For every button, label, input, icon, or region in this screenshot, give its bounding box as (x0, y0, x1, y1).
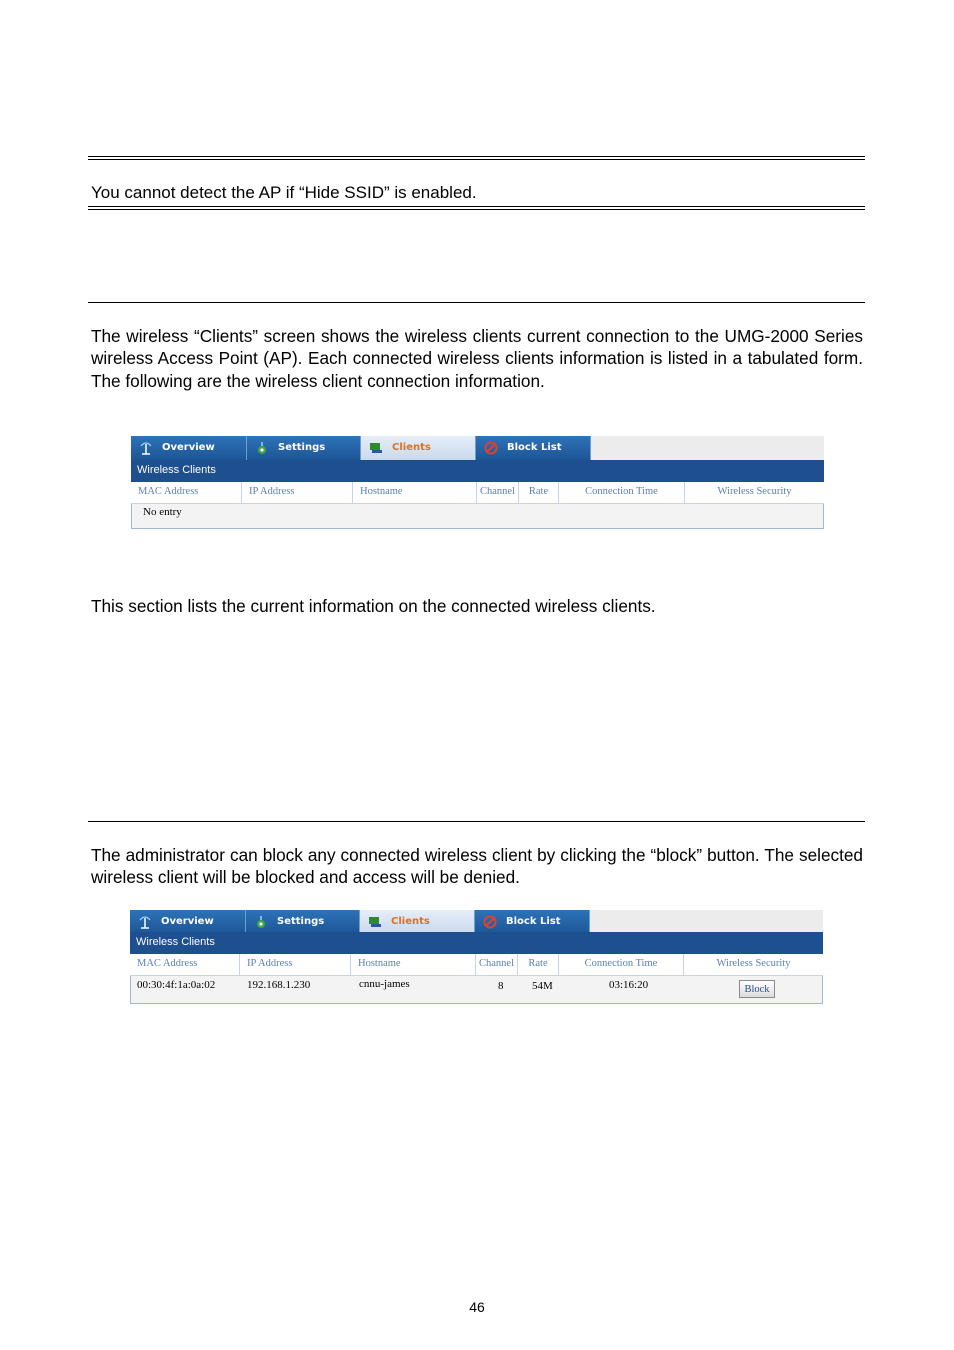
tab-block-list[interactable]: Block List (476, 436, 591, 460)
cell-channel: 8 (498, 980, 504, 992)
cell-ip-address: 192.168.1.230 (247, 979, 311, 991)
col-channel: Channel (477, 482, 519, 503)
col-wireless-security: Wireless Security (716, 958, 791, 969)
settings-icon (254, 915, 268, 929)
panel-title-bar (131, 460, 824, 482)
empty-entry-text: No entry (143, 506, 182, 518)
col-hostname: Hostname (353, 482, 477, 503)
block-icon (483, 915, 497, 929)
tab-block-list[interactable]: Block List (475, 910, 590, 934)
col-mac-address: MAC Address (130, 954, 240, 975)
clients-screenshot-with-entry (130, 910, 823, 1004)
block-icon (484, 441, 498, 455)
block-button[interactable]: Block (739, 980, 775, 998)
block-paragraph: The administrator can block any connected wireless client by clicking the “block” button. The selected wireless client will be blocked and access will be denied. (91, 845, 863, 888)
tab-overview[interactable]: Overview (131, 436, 247, 460)
tab-settings[interactable]: Settings (247, 436, 361, 460)
intro-paragraph: The wireless “Clients” screen shows the wireless clients current connection to the UMG-2000 Series wireless Access Point (AP). Each connected wireless clients information is listed in a tabulated form. The following are the wireless client connection information. (91, 326, 863, 391)
table-body (131, 504, 824, 529)
tab-clients[interactable]: Clients (361, 436, 476, 460)
page-number: 46 (469, 1299, 485, 1315)
tab-settings[interactable]: Settings (246, 910, 360, 934)
cell-rate: 54M (532, 980, 553, 992)
tab-bar (131, 436, 824, 460)
col-mac-address: MAC Address (131, 482, 242, 503)
col-hostname: Hostname (351, 954, 476, 975)
cell-mac-address: 00:30:4f:1a:0a:02 (137, 979, 216, 991)
tab-overview[interactable]: Overview (130, 910, 246, 934)
panel-title: Wireless Clients (137, 464, 216, 476)
antenna-icon (139, 441, 153, 455)
col-rate: Rate (519, 482, 559, 503)
section-paragraph: This section lists the current information on the connected wireless clients. (91, 596, 656, 616)
note-bottom-rule (88, 206, 865, 210)
panel-title: Wireless Clients (136, 936, 215, 948)
note-text: You cannot detect the AP if “Hide SSID” is enabled. (91, 183, 477, 202)
panel-title-bar (130, 932, 823, 954)
section-rule-1 (88, 302, 865, 303)
antenna-icon (138, 915, 152, 929)
table-row (130, 976, 823, 1004)
cell-hostname: cnnu-james (359, 978, 410, 990)
col-connection-time: Connection Time (559, 954, 684, 975)
col-ip-address: IP Address (240, 954, 351, 975)
tab-clients[interactable]: Clients (360, 910, 475, 934)
clients-icon (369, 441, 383, 455)
col-connection-time: Connection Time (559, 482, 685, 503)
col-wireless-security: Wireless Security (717, 486, 792, 497)
clients-icon (368, 915, 382, 929)
col-ip-address: IP Address (242, 482, 353, 503)
table-header (131, 482, 824, 504)
clients-screenshot-empty (131, 436, 824, 529)
note-top-rule (88, 156, 865, 160)
tab-bar (130, 910, 823, 934)
table-header (130, 954, 823, 976)
col-rate: Rate (518, 954, 559, 975)
cell-connection-time: 03:16:20 (609, 979, 649, 991)
col-channel: Channel (476, 954, 518, 975)
section-rule-2 (88, 821, 865, 822)
settings-icon (255, 441, 269, 455)
